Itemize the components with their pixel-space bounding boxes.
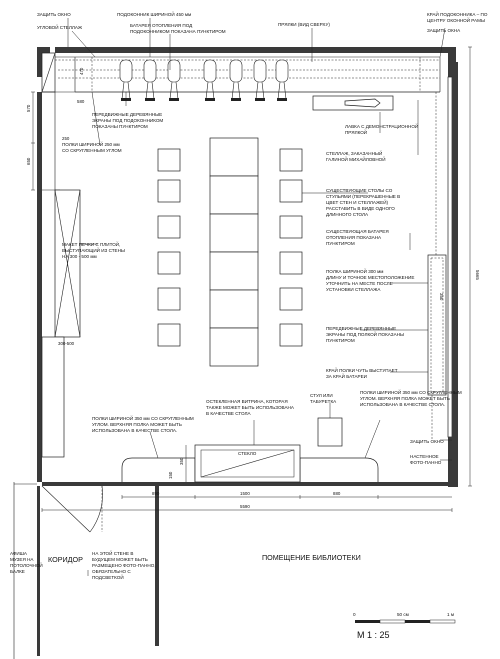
door [42, 486, 103, 532]
label-spinning-wheels: ПРЯЛКИ (ВИД СВЕРХУ) [278, 22, 330, 27]
chair [280, 180, 302, 202]
stool [318, 418, 342, 446]
chair [158, 216, 180, 238]
chair [280, 149, 302, 171]
chairs-left [158, 149, 180, 346]
svg-text:УГЛОМ. ВЕРХНЯЯ ПОЛКА МОЖЕТ БЫТ: УГЛОМ. ВЕРХНЯЯ ПОЛКА МОЖЕТ БЫТЬ [92, 422, 182, 427]
svg-text:ТАБУРЕТКА: ТАБУРЕТКА [310, 399, 337, 404]
svg-text:УТОЧНИТЬ НА МЕСТЕ ПОСЛЕ: УТОЧНИТЬ НА МЕСТЕ ПОСЛЕ [326, 281, 393, 286]
svg-text:ИСПОЛЬЗОВАНА В КАЧЕСТВЕ СТОЛА.: ИСПОЛЬЗОВАНА В КАЧЕСТВЕ СТОЛА. [360, 402, 446, 407]
svg-text:ПОТОЛОЧНОЙ: ПОТОЛОЧНОЙ [10, 563, 43, 568]
chairs-right [280, 149, 302, 346]
label-corridor: КОРИДОР [48, 555, 83, 564]
scale-bar [353, 612, 455, 640]
scale-title: М 1 : 25 [357, 630, 390, 640]
svg-text:ОТОПЛЕНИЯ ПОКАЗАНА: ОТОПЛЕНИЯ ПОКАЗАНА [326, 235, 382, 240]
spinning-wheel [230, 60, 242, 101]
svg-text:ЗА КРАЙ БАТАРЕИ: ЗА КРАЙ БАТАРЕИ [326, 374, 367, 379]
label-battery: БАТАРЕЯ ОТОПЛЕНИЯ ПОД [130, 23, 193, 28]
left-shelf [42, 92, 60, 190]
label-poster: АФИША [10, 551, 27, 556]
dim-470: 470 [79, 67, 84, 75]
svg-text:БАЛКЕ: БАЛКЕ [10, 569, 25, 574]
scale-label-1m: 1 м [447, 612, 454, 617]
svg-text:БУДУЩЕМ МОЖЕТ БЫТЬ: БУДУЩЕМ МОЖЕТ БЫТЬ [92, 557, 148, 562]
chair [158, 149, 180, 171]
dim-5590: 5590 [240, 504, 250, 509]
chair [280, 252, 302, 274]
svg-text:СО СКРУГЛЕННЫМ УГЛОМ: СО СКРУГЛЕННЫМ УГЛОМ [62, 148, 122, 153]
label-photo-panel: НАСТЕННОЕ [410, 454, 439, 459]
left-lower-shelf [42, 337, 64, 457]
svg-text:ПОКАЗАНЫ ПУНКТИРОМ: ПОКАЗАНЫ ПУНКТИРОМ [92, 124, 148, 129]
dim-300-500: 300-500 [58, 341, 75, 346]
svg-text:ПРЯЛКОЙ: ПРЯЛКОЙ [345, 130, 368, 135]
svg-text:ДЛИННОГО СТОЛА: ДЛИННОГО СТОЛА [326, 212, 369, 217]
spinning-wheel [276, 60, 288, 101]
dim-250: 250 [62, 136, 70, 141]
chair [280, 324, 302, 346]
label-shelf-300: ПОЛКА ШИРИНОЙ 300 мм [326, 269, 384, 274]
chair [280, 216, 302, 238]
dim-570: 570 [26, 104, 31, 112]
label-oven-mockup: МАКЕТ ПЕЧКИ С ПЛИТОЙ, [62, 242, 121, 247]
svg-text:ГАЛИНОЙ МИХАЙЛОВНОЙ: ГАЛИНОЙ МИХАЙЛОВНОЙ [326, 157, 386, 162]
dim-350: 350 [439, 293, 444, 301]
label-shelf-edge: КРАЙ ПОЛКИ ЧУТЬ ВЫСТУПАЕТ [326, 368, 398, 373]
svg-text:ПУНКТИРОМ: ПУНКТИРОМ [326, 338, 355, 343]
svg-text:ТАКЖЕ МОЖЕТ БЫТЬ ИСПОЛЬЗОВАНА: ТАКЖЕ МОЖЕТ БЫТЬ ИСПОЛЬЗОВАНА [206, 405, 294, 410]
svg-text:ДЛИНУ И ТОЧНОЕ МЕСТОПОЛОЖЕНИЕ: ДЛИНУ И ТОЧНОЕ МЕСТОПОЛОЖЕНИЕ [326, 275, 415, 280]
rack-and-shelf [428, 92, 446, 440]
svg-text:ПОДСВЕТКОЙ: ПОДСВЕТКОЙ [92, 575, 124, 580]
svg-text:УГЛОМ. ВЕРХНЯЯ ПОЛКА МОЖЕТ БЫТ: УГЛОМ. ВЕРХНЯЯ ПОЛКА МОЖЕТ БЫТЬ [360, 396, 450, 401]
dim-890: 890 [152, 491, 160, 496]
chair [280, 288, 302, 310]
svg-text:МУЗЕЯ НА: МУЗЕЯ НА [10, 557, 34, 562]
label-glass: СТЕКЛО [238, 451, 257, 456]
svg-text:ОБЯЗАТЕЛЬНО С: ОБЯЗАТЕЛЬНО С [92, 569, 131, 574]
label-chair: СТУЛ ИЛИ [310, 393, 333, 398]
spinning-wheel [204, 60, 216, 101]
dim-580: 580 [77, 99, 85, 104]
label-library-room: ПОМЕЩЕНИЕ БИБЛИОТЕКИ [262, 553, 361, 562]
svg-text:ЭКРАНЫ ПОД ПОДОКОННИКОМ: ЭКРАНЫ ПОД ПОДОКОННИКОМ [92, 118, 164, 123]
label-window-protection-side: ЗАЩИТЬ ОКНО [410, 439, 444, 444]
bench-with-spinning-wheel [313, 96, 393, 110]
svg-text:УСТАНОВКИ СТЕЛЛАЖА: УСТАНОВКИ СТЕЛЛАЖА [326, 287, 381, 292]
svg-text:В КАЧЕСТВЕ СТОЛА: В КАЧЕСТВЕ СТОЛА [206, 411, 251, 416]
label-vitrine: ОСТЕКЛЕННАЯ ВИТРИНА, КОТОРАЯ [206, 399, 288, 404]
label-corner-shelving: УГЛОВОЙ СТЕЛЛАЖ [37, 25, 83, 30]
oven-mockup [55, 190, 80, 337]
spinning-wheel [144, 60, 156, 101]
scale-label-50: 50 см [397, 612, 409, 617]
label-sill-edge: КРАЙ ПОДОКОННИКА – ПО [427, 12, 488, 17]
dim-350-vitrine: 350 [179, 457, 184, 465]
label-existing-battery: СУЩЕСТВУЮЩАЯ БАТАРЕЯ [326, 229, 389, 234]
label-shelves-right: ПОЛКИ ШИРИНОЙ 350 мм СО СКРУГЛЕННЫМ [360, 390, 462, 395]
svg-text:ВЫСТУПАЮЩИЙ ИЗ СТЕНЫ: ВЫСТУПАЮЩИЙ ИЗ СТЕНЫ [62, 248, 125, 253]
label-movable-screens: ПЕРЕДВИЖНЫЕ ДЕРЕВЯННЫЕ [92, 112, 163, 117]
svg-text:НА 300 - 500 мм: НА 300 - 500 мм [62, 254, 97, 259]
dim-5665: 5665 [475, 270, 480, 280]
label-window-protection-right: ЗАЩИТЬ ОКНА [427, 28, 461, 33]
dim-1500: 1500 [240, 491, 250, 496]
svg-text:РАЗМЕЩЕНО ФОТО-ПАННО,: РАЗМЕЩЕНО ФОТО-ПАННО, [92, 563, 156, 568]
chair [158, 324, 180, 346]
chair [158, 180, 180, 202]
long-table [210, 138, 258, 366]
chair [158, 288, 180, 310]
svg-text:СТУЛЬЯМИ (ПЕРЕКРАШЕННЫЕ В: СТУЛЬЯМИ (ПЕРЕКРАШЕННЫЕ В [326, 194, 401, 199]
label-existing-tables: СУЩЕСТВУЮЩИЕ СТОЛЫ СО [326, 188, 393, 193]
spinning-wheel [254, 60, 266, 101]
dim-880: 880 [333, 491, 341, 496]
svg-text:ЦВЕТ СТЕН И СТЕЛЛАЖЕЙ): ЦВЕТ СТЕН И СТЕЛЛАЖЕЙ) [326, 200, 389, 205]
svg-text:ФОТО-ПАННО: ФОТО-ПАННО [410, 460, 442, 465]
dim-650: 650 [26, 157, 31, 165]
label-shelf-250: ПОЛКИ ШИРИНОЙ 250 мм [62, 142, 120, 147]
svg-text:ЭКРАНЫ ПОД ПОЛКОЙ ПОКАЗАНЫ: ЭКРАНЫ ПОД ПОЛКОЙ ПОКАЗАНЫ [326, 332, 405, 337]
leader-lines [68, 18, 452, 576]
svg-text:ИСПОЛЬЗОВАНА В КАЧЕСТВЕ СТОЛА.: ИСПОЛЬЗОВАНА В КАЧЕСТВЕ СТОЛА. [92, 428, 178, 433]
svg-text:ПУНКТИРОМ: ПУНКТИРОМ [326, 241, 355, 246]
label-wall-note: НА ЭТОЙ СТЕНЕ В [92, 551, 134, 556]
label-bench: ЛАВКА С ДЕМОНСТРАЦИОННОЙ [345, 124, 419, 129]
label-rack: СТЕЛЛАЖ, ЗАКАЗАННЫЙ [326, 151, 383, 156]
svg-text:РАССТАВИТЬ В ВИДЕ ОДНОГО: РАССТАВИТЬ В ВИДЕ ОДНОГО [326, 206, 395, 211]
svg-text:ПОДОКОННИКОМ ПОКАЗАНА ПУНКТИРО: ПОДОКОННИКОМ ПОКАЗАНА ПУНКТИРОМ [130, 29, 226, 34]
scale-label-0: 0 [353, 612, 356, 617]
label-shelves-left: ПОЛКИ ШИРИНОЙ 350 мм СО СКРУГЛЕННЫМ [92, 416, 194, 421]
spinning-wheels [120, 60, 288, 101]
label-movable-screens-shelf: ПЕРЕДВИЖНЫЕ ДЕРЕВЯННЫЕ [326, 326, 397, 331]
label-window-protection: ЗАЩИТЬ ОКНО [37, 12, 71, 17]
chair [158, 252, 180, 274]
dim-150: 150 [168, 471, 173, 479]
svg-text:ЦЕНТРУ ОКОННОЙ РАМЫ: ЦЕНТРУ ОКОННОЙ РАМЫ [427, 18, 486, 23]
label-sill-width: ПОДОКОННИК ШИРИНОЙ 450 мм [117, 12, 192, 17]
